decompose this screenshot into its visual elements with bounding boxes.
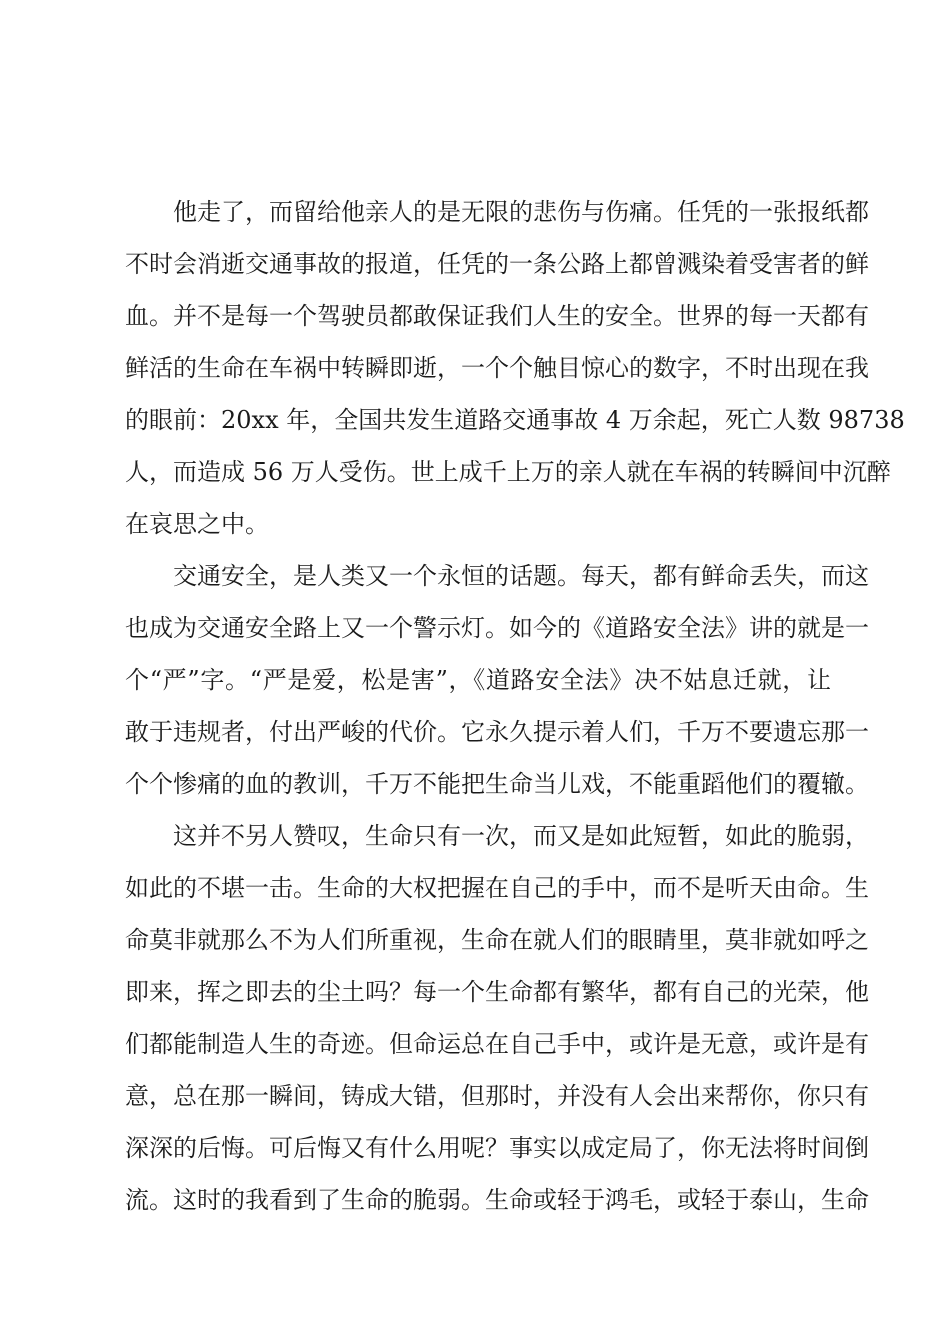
text-line: 流。这时的我看到了生命的脆弱。生命或轻于鸿毛，或轻于泰山，生命 <box>125 1186 869 1214</box>
text-line: 也成为交通安全路上又一个警示灯。如今的《道路安全法》讲的就是一 <box>125 614 869 642</box>
text-line: 交通安全，是人类又一个永恒的话题。每天，都有鲜命丢失，而这 <box>173 562 869 590</box>
text-line: 意，总在那一瞬间，铸成大错，但那时，并没有人会出来帮你，你只有 <box>125 1082 869 1110</box>
text-line: 在哀思之中。 <box>125 510 269 538</box>
text-line: 他走了，而留给他亲人的是无限的悲伤与伤痛。任凭的一张报纸都 <box>173 198 869 226</box>
text-line: 个“严”字。“严是爱，松是害”，《道路安全法》决不姑息迁就，让 <box>125 666 831 694</box>
text-line: 们都能制造人生的奇迹。但命运总在自己手中，或许是无意，或许是有 <box>125 1030 869 1058</box>
document-body <box>125 186 905 1226</box>
text-line: 不时会消逝交通事故的报道，任凭的一条公路上都曾溅染着受害者的鲜 <box>125 250 869 278</box>
text-line: 即来，挥之即去的尘土吗？每一个生命都有繁华，都有自己的光荣，他 <box>125 978 869 1006</box>
text-line: 这并不另人赞叹，生命只有一次，而又是如此短暂，如此的脆弱， <box>173 822 869 850</box>
text-line: 命莫非就那么不为人们所重视，生命在就人们的眼睛里，莫非就如呼之 <box>125 926 869 954</box>
text-line: 血。并不是每一个驾驶员都敢保证我们人生的安全。世界的每一天都有 <box>125 302 869 330</box>
text-line: 人，而造成 56 万人受伤。世上成千上万的亲人就在车祸的转瞬间中沉醉 <box>125 458 891 486</box>
text-line: 个个惨痛的血的教训，千万不能把生命当儿戏，不能重蹈他们的覆辙。 <box>125 770 869 798</box>
text-line: 鲜活的生命在车祸中转瞬即逝，一个个触目惊心的数字，不时出现在我 <box>125 354 869 382</box>
text-line: 敢于违规者，付出严峻的代价。它永久提示着人们，千万不要遗忘那一 <box>125 718 869 746</box>
text-line: 的眼前：20xx 年，全国共发生道路交通事故 4 万余起，死亡人数 98738 <box>125 406 905 434</box>
text-line: 深深的后悔。可后悔又有什么用呢？事实以成定局了，你无法将时间倒 <box>125 1134 869 1162</box>
text-line: 如此的不堪一击。生命的大权把握在自己的手中，而不是听天由命。生 <box>125 874 869 902</box>
